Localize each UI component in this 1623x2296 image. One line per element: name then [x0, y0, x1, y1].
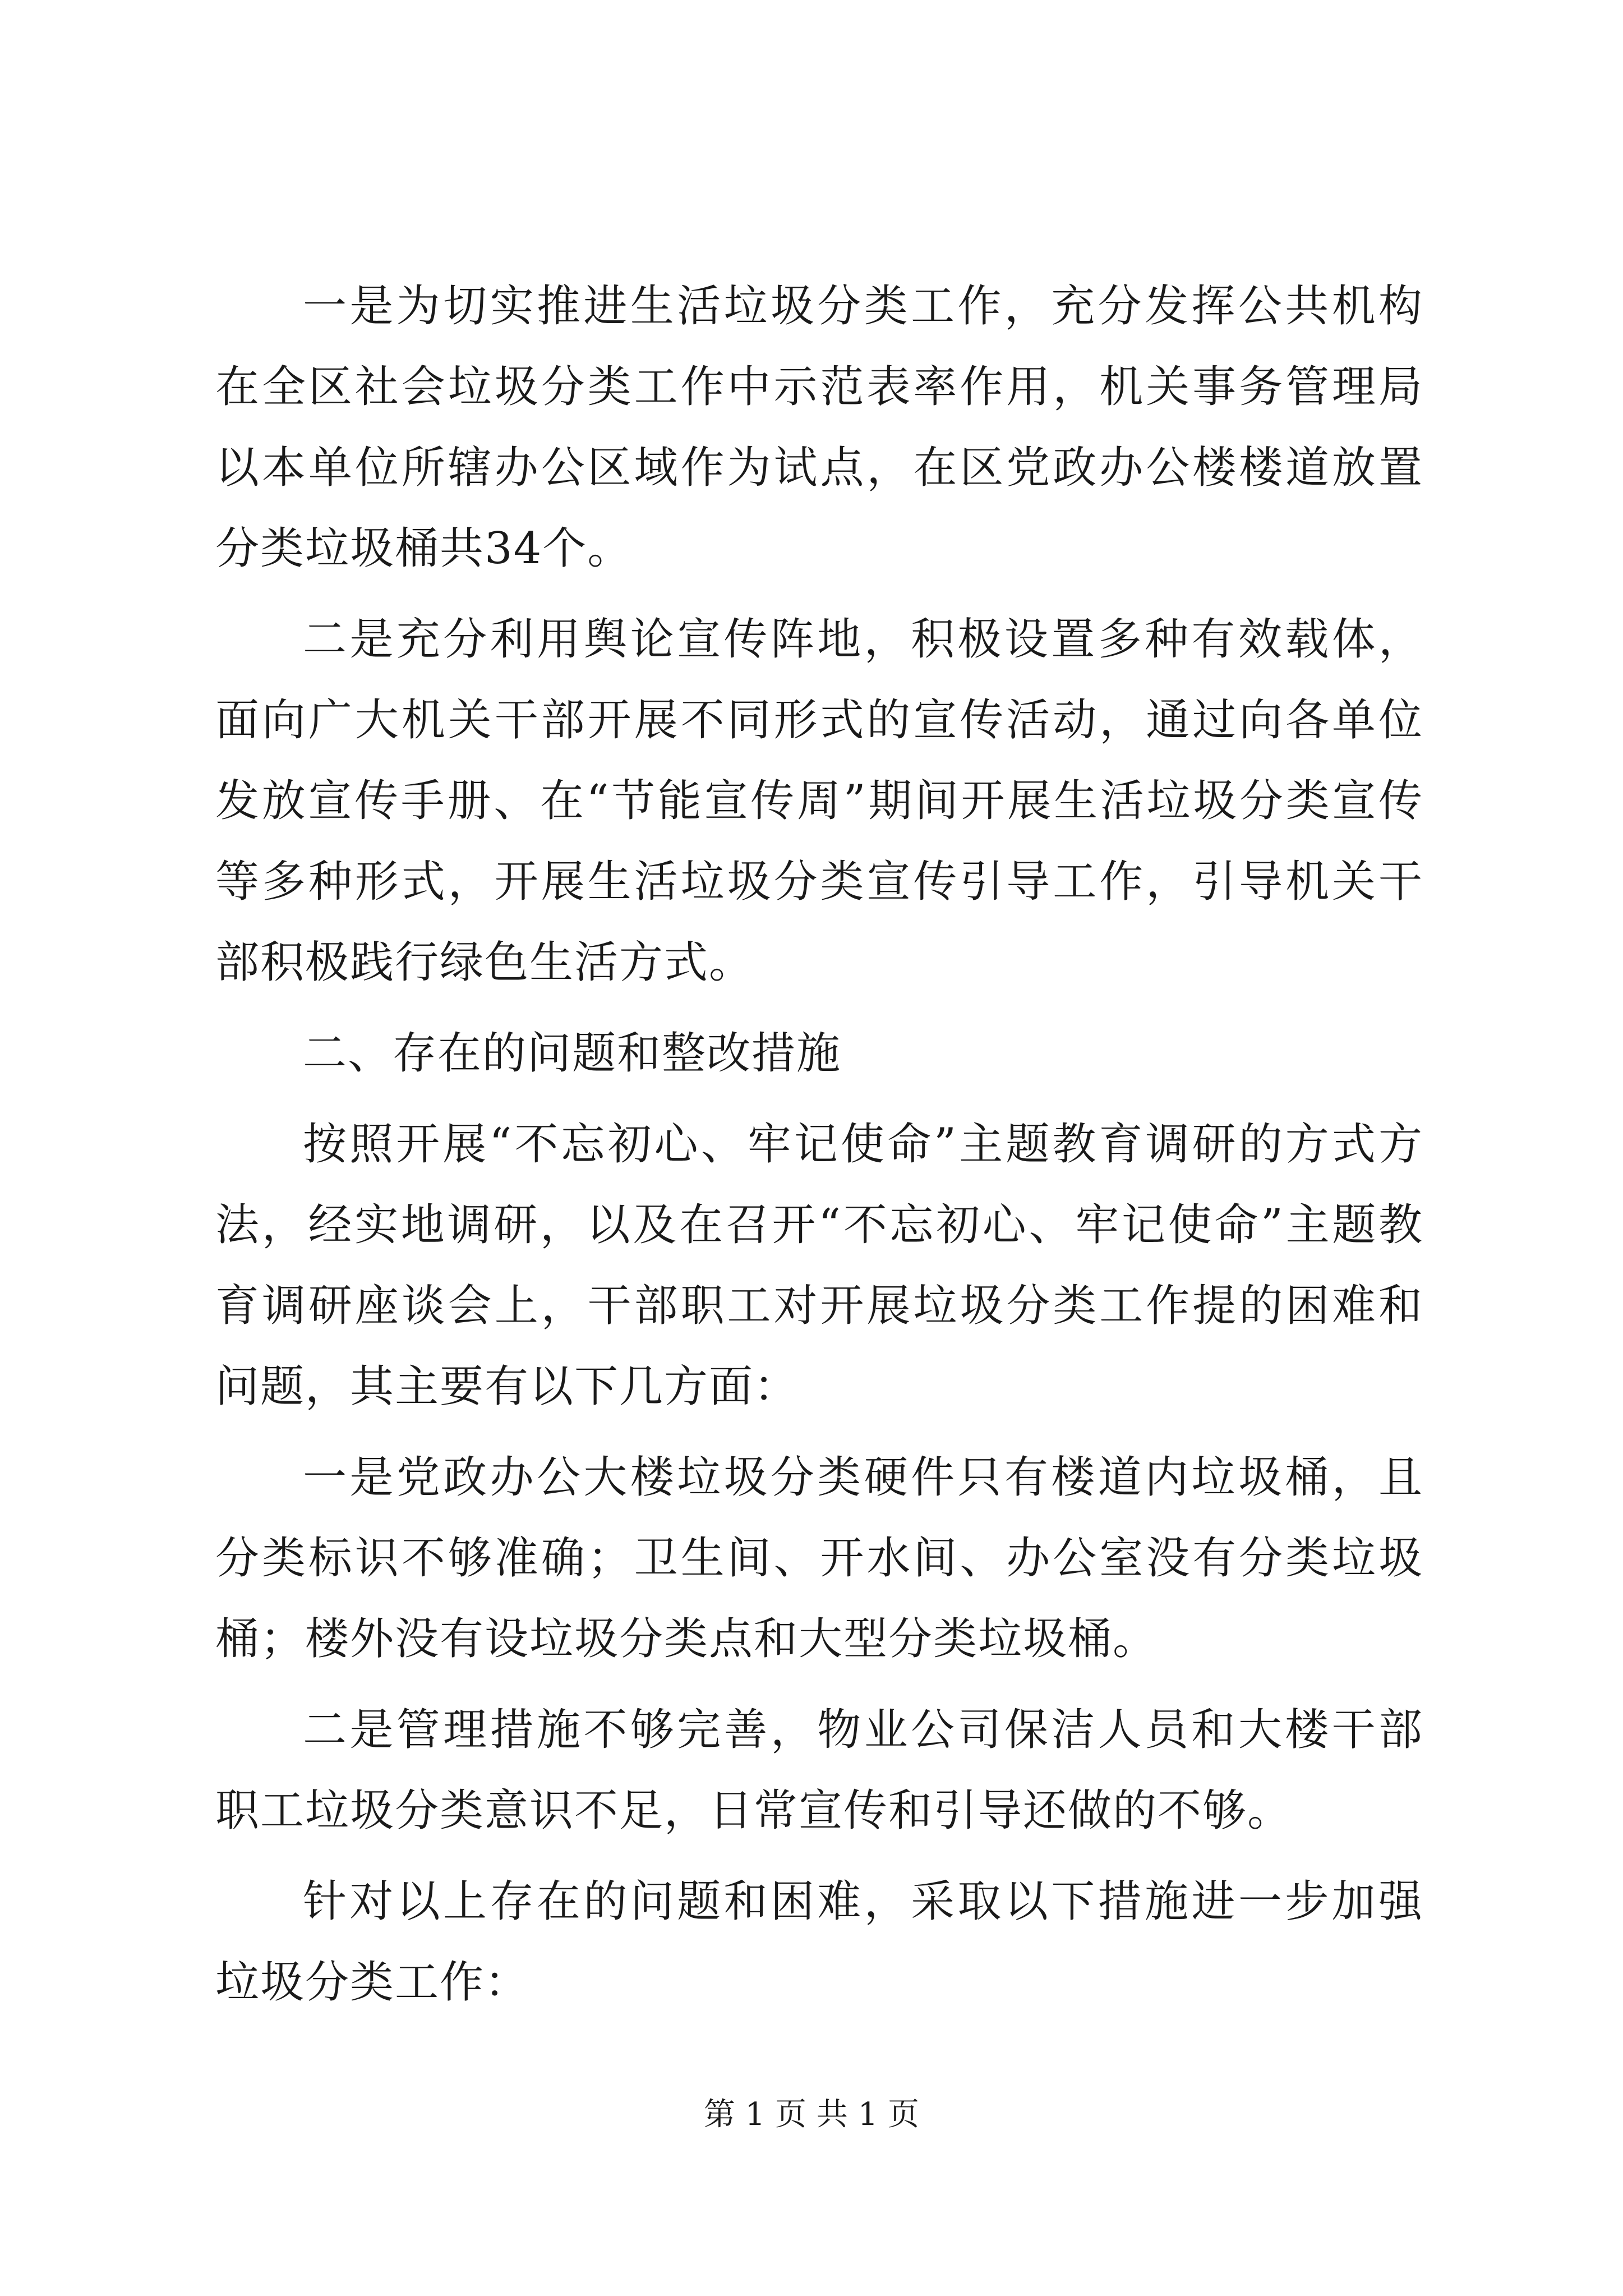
paragraph-6: 针对以上存在的问题和困难，采取以下措施进一步加强垃圾分类工作：	[215, 1876, 1423, 2008]
section-heading: 二、存在的问题和整改措施	[303, 1028, 842, 1079]
paragraph-2: 二是充分利用舆论宣传阵地，积极设置多种有效载体，面向广大机关干部开展不同形式的宣传活动，通过向各单位发放宣传手册、在“节能宣传周”期间开展生活垃圾分类宣传等多种形式，开展生活垃圾分类宣传引导工作，引导机关干部积极践行绿色生活方式。	[215, 614, 1423, 988]
paragraph-1: 一是为切实推进生活垃圾分类工作，充分发挥公共机构在全区社会垃圾分类工作中示范表率作用，机关事务管理局以本单位所辖办公区域作为试点，在区党政办公楼楼道放置分类垃圾桶共34个。	[215, 281, 1423, 574]
document-body	[215, 266, 1423, 2033]
paragraph-4: 一是党政办公大楼垃圾分类硬件只有楼道内垃圾桶，且分类标识不够准确；卫生间、开水间、办公室没有分类垃圾桶；楼外没有设垃圾分类点和大型分类垃圾桶。	[215, 1452, 1423, 1664]
page-footer: 第 1 页 共 1 页	[703, 2096, 920, 2133]
paragraph-3: 按照开展“不忘初心、牢记使命”主题教育调研的方式方法，经实地调研，以及在召开“不忘初心、牢记使命”主题教育调研座谈会上，干部职工对开展垃圾分类工作提的困难和问题，其主要有以下几方面：	[215, 1119, 1423, 1412]
paragraph-5: 二是管理措施不够完善，物业公司保洁人员和大楼干部职工垃圾分类意识不足，日常宣传和引导还做的不够。	[215, 1705, 1423, 1836]
